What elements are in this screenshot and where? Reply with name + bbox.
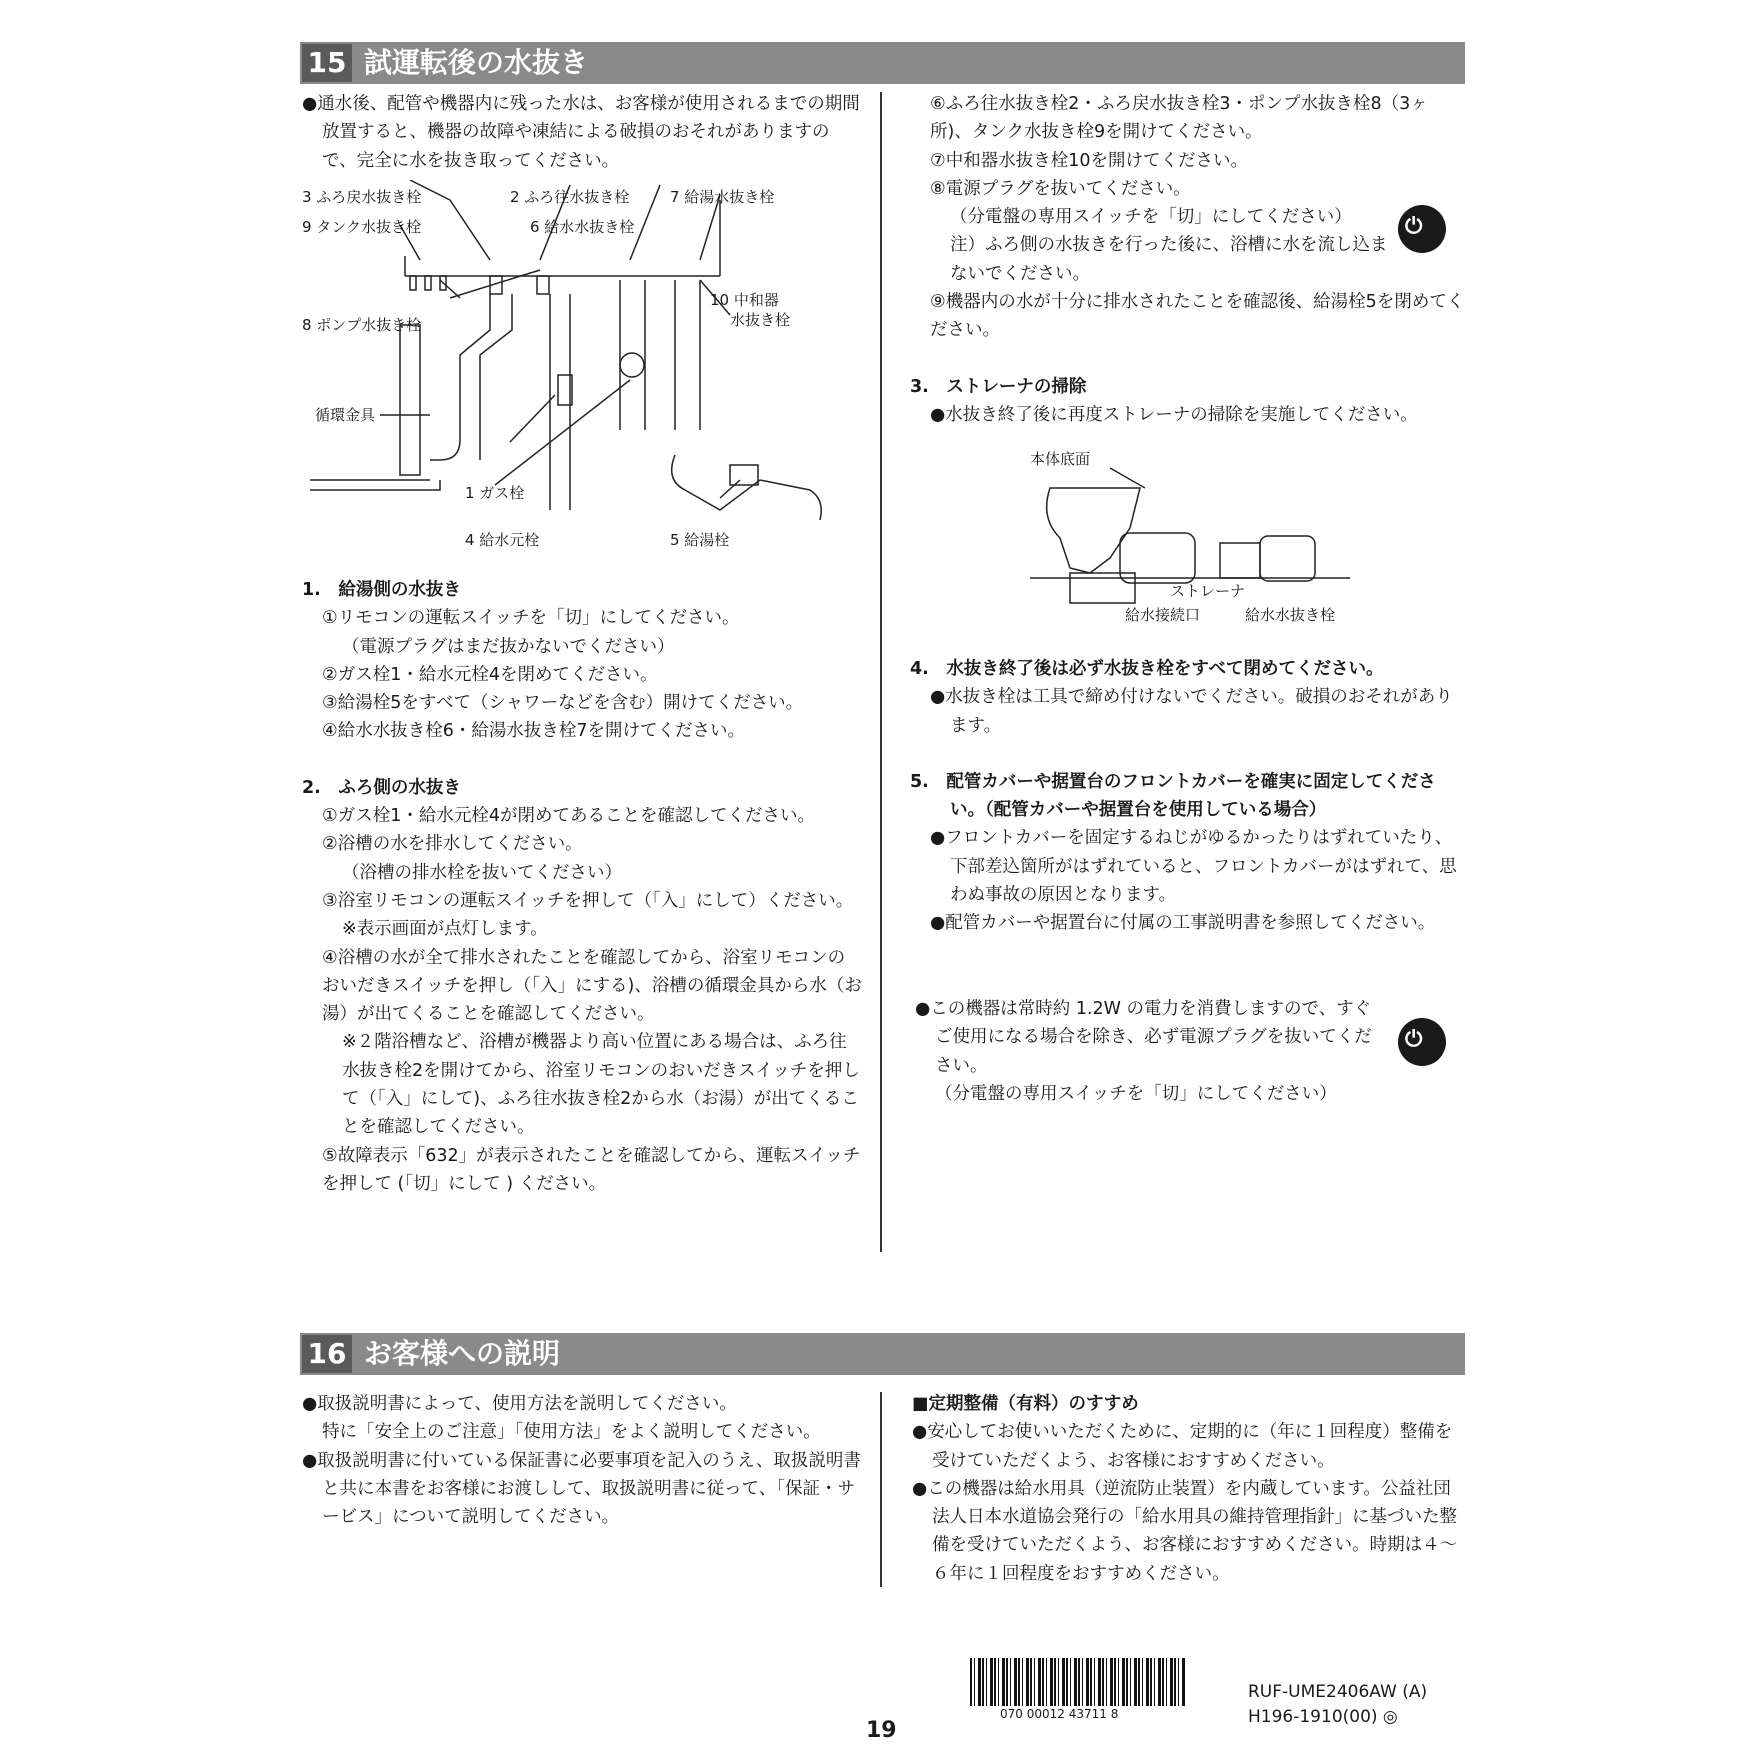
- step-2-line: ④浴槽の水が全て排水されたことを確認してから、浴室リモコンのおいだきスイッチを押し（「入」にする)、浴槽の循環金具から水（お湯）が出てくることを確認してください。: [322, 947, 862, 1025]
- section-title: お客様への説明: [364, 1337, 561, 1370]
- section-16-header: [300, 1333, 1465, 1375]
- step-2-line: ⑤故障表示「632」が表示されたことを確認してから、運転スイッチを押して (「切」にして ) ください。: [322, 1145, 861, 1194]
- intro-text: ●通水後、配管や機器内に残った水は、お客様が使用されるまでの期間放置すると、機器の故障や凍結による破損のおそれがありますので、完全に水を抜き取ってください。: [302, 94, 860, 171]
- barcode-number: 070 00012 43711 8: [1000, 1707, 1119, 1721]
- label-6: 6 給水水抜き栓: [530, 218, 635, 236]
- step-1-heading: 1. 給湯側の水抜き: [302, 580, 461, 600]
- step-4-text: ●水抜き栓は工具で締め付けないでください。破損のおそれがあります。: [930, 687, 1453, 736]
- step-1-line: ②ガス栓1・給水元栓4を閉めてください。: [322, 664, 658, 685]
- strainer-diagram: [1030, 448, 1350, 628]
- s16-left-line: ●取扱説明書に付いている保証書に必要事項を記入のうえ、取扱説明書と共に本書をお客様にお渡しして、取扱説明書に従って、「保証・サービス」について説明してください。: [302, 1450, 861, 1528]
- s16-left-line: 特に「安全上のご注意」「使用方法」をよく説明してください。: [322, 1422, 821, 1443]
- section-number: 15: [302, 44, 352, 82]
- model-number: RUF-UME2406AW (A): [1248, 1682, 1428, 1702]
- right-line: ⑥ふろ往水抜き栓2・ふろ戻水抜き栓3・ポンプ水抜き栓8（3ヶ所)、タンク水抜き栓9を開けてください。: [930, 94, 1428, 143]
- plumbing-diagram: [300, 180, 870, 570]
- label-5: 5 給湯栓: [670, 531, 730, 549]
- right-line: 注）ふろ側の水抜きを行った後に、浴槽に水を流し込まないでください。: [950, 235, 1388, 284]
- step-2-line: （浴槽の排水栓を抜いてください）: [342, 862, 622, 883]
- label-circ: 循環金具: [315, 406, 376, 424]
- column-divider: [880, 1392, 882, 1587]
- s16-right-heading: ■定期整備（有料）のすすめ: [912, 1394, 1139, 1414]
- right-line: ⑧電源プラグを抜いてください。: [930, 178, 1191, 199]
- label-strainer: ストレーナ: [1170, 582, 1246, 600]
- right-line: （分電盤の専用スイッチを「切」にしてください）: [950, 207, 1352, 228]
- label-7: 7 給湯水抜き栓: [670, 188, 775, 206]
- section-16-left: [302, 1390, 862, 1531]
- label-bottom: 本体底面: [1030, 450, 1091, 468]
- steps-4-5: [910, 655, 1465, 938]
- label-drain: 給水水抜き栓: [1245, 606, 1336, 624]
- step-4-heading: 4. 水抜き終了後は必ず水抜き栓をすべて閉めてください。: [910, 659, 1384, 679]
- step-5-line: ●配管カバーや据置台に付属の工事説明書を参照してください。: [930, 913, 1436, 934]
- right-line: ⑨機器内の水が十分に排水されたことを確認後、給湯栓5を閉めてください。: [930, 292, 1465, 341]
- step-5-heading: 5. 配管カバーや据置台のフロントカバーを確実に固定してください。（配管カバーや据置台を使用している場合）: [910, 771, 1436, 821]
- barcode: [970, 1658, 1185, 1706]
- s16-right-line: ●安心してお使いいただくために、定期的に（年に１回程度）整備を受けていただくよう、お客様におすすめください。: [912, 1422, 1453, 1471]
- section-15-right: [910, 90, 1465, 429]
- s16-left-line: ●取扱説明書によって、使用方法を説明してください。: [302, 1394, 737, 1414]
- label-1: 1 ガス栓: [465, 484, 525, 502]
- step-3-heading: 3. ストレーナの掃除: [910, 376, 1087, 397]
- step-1: [302, 576, 862, 1198]
- power-note-sub: （分電盤の専用スイッチを「切」にしてください）: [935, 1083, 1337, 1104]
- doc-code: H196-1910(00) ◎: [1248, 1707, 1398, 1727]
- step-1-line: ③給湯栓5をすべて（シャワーなどを含む）開けてください。: [322, 693, 804, 714]
- step-2-line: ②浴槽の水を排水してください。: [322, 834, 583, 855]
- step-2-line: ③浴室リモコンの運転スイッチを押して（「入」にして）ください。: [322, 890, 854, 911]
- label-9: 9 タンク水抜き栓: [302, 218, 422, 236]
- step-2-heading: 2. ふろ側の水抜き: [302, 777, 461, 798]
- label-3: 3 ふろ戻水抜き栓: [302, 188, 422, 206]
- power-note: [915, 995, 1385, 1108]
- section-title: 試運転後の水抜き: [364, 46, 589, 79]
- label-4: 4 給水元栓: [465, 531, 540, 549]
- step-2-line: ※２階浴槽など、浴槽が機器より高い位置にある場合は、ふろ往水抜き栓2を開けてから、浴室リモコンのおいだきスイッチを押して（「入」にして)、ふろ往水抜き栓2から水（お湯）が出てくることを確認してください。: [342, 1032, 860, 1138]
- step-1-line: （電源プラグはまだ抜かないでください）: [342, 636, 675, 657]
- label-inlet: 給水接続口: [1125, 606, 1201, 624]
- step-1-line: ①リモコンの運転スイッチを「切」にしてください。: [322, 608, 740, 629]
- power-note-text: ●この機器は常時約 1.2W の電力を消費しますので、すぐご使用になる場合を除き、必ず電源プラグを抜いてください。: [915, 999, 1372, 1076]
- step-1-line: ④給水水抜き栓6・給湯水抜き栓7を開けてください。: [322, 721, 745, 742]
- label-10a: 10 中和器: [710, 291, 779, 309]
- step-3-text: ●水抜き終了後に再度ストレーナの掃除を実施してください。: [930, 404, 1418, 425]
- right-line: ⑦中和器水抜き栓10を開けてください。: [930, 150, 1248, 171]
- column-divider: [880, 92, 882, 1252]
- label-8: 8 ポンプ水抜き栓: [302, 316, 422, 334]
- section-15-header: [300, 42, 1465, 84]
- section-number: 16: [302, 1335, 352, 1373]
- step-2-line: ①ガス栓1・給水元栓4が閉めてあることを確認してください。: [322, 806, 815, 827]
- section-16-right: [912, 1390, 1467, 1588]
- label-2: 2 ふろ往水抜き栓: [510, 188, 630, 206]
- step-5-line: ●フロントカバーを固定するねじがゆるかったりはずれていたり、下部差込箇所がはずれていると、フロントカバーがはずれて、思わぬ事故の原因となります。: [930, 828, 1457, 906]
- unplug-icon: ⏻: [1398, 1018, 1446, 1066]
- unplug-icon: ⏻: [1398, 205, 1446, 253]
- step-2-line: ※表示画面が点灯します。: [342, 919, 548, 940]
- section-15-left: [302, 90, 862, 175]
- label-10b: 水抜き栓: [730, 311, 791, 329]
- page-number: 19: [866, 1718, 897, 1743]
- s16-right-line: ●この機器は給水用具（逆流防止装置）を内蔵しています。公益社団法人日本水道協会発行の「給水用具の維持管理指針」に基づいた整備を受けていただくよう、お客様におすすめください。時期は４～６年に１回程度をおすすめください。: [912, 1478, 1458, 1584]
